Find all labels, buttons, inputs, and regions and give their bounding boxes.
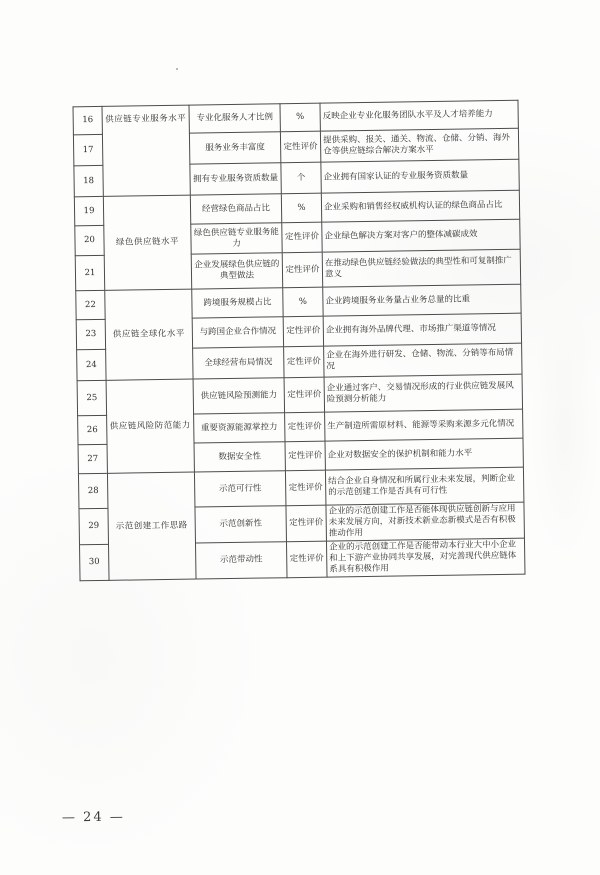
category-cell: 绿色供应链水平 [103, 195, 191, 290]
row-number-cell: 17 [73, 134, 102, 165]
description-cell: 企业在海外进行研发、仓储、物流、分销等布局情况 [324, 343, 522, 377]
indicator-cell: 专业化服务人才比例 [189, 104, 280, 133]
row-number-cell: 29 [79, 508, 109, 544]
indicator-cell: 数据安全性 [194, 442, 285, 472]
unit-cell: 定性评价 [283, 316, 323, 347]
indicator-table [73, 100, 526, 582]
category-cell: 供应链风险防范能力 [106, 379, 194, 473]
unit-cell: 定性评价 [280, 131, 320, 163]
row-number-cell: 16 [73, 106, 102, 134]
indicator-cell: 全球经营布局情况 [193, 347, 284, 379]
unit-cell: 定性评价 [284, 377, 325, 413]
row-number-cell: 22 [76, 290, 105, 319]
row-number-cell: 20 [75, 225, 104, 255]
description-cell: 结合企业自身情况和所属行业未来发展，判断企业的示范创建工作是否具有可行性 [325, 467, 523, 505]
scan-artifact-dot [176, 68, 178, 70]
row-number-cell: 27 [78, 444, 107, 473]
indicator-cell: 供应链风险预测能力 [193, 378, 285, 414]
category-cell: 供应链专业服务水平 [102, 105, 190, 196]
indicator-cell: 拥有专业服务资质数量 [190, 163, 281, 195]
category-cell: 示范创建工作思路 [107, 472, 196, 580]
description-cell: 企业采购和销售经权威机构认证的绿色商品占比 [321, 190, 519, 222]
row-number-cell: 18 [74, 165, 103, 196]
indicator-cell: 企业发展绿色供应链的典型做法 [191, 253, 283, 289]
description-cell: 企业跨境服务业务量占业务总量的比重 [323, 284, 521, 316]
unit-cell: 定性评价 [285, 470, 326, 506]
unit-cell: 定性评价 [284, 346, 324, 378]
row-number-cell: 23 [76, 319, 105, 349]
indicator-cell: 绿色供应链专业服务能力 [191, 223, 282, 254]
indicator-cell: 示范带动性 [195, 542, 287, 579]
description-cell: 企业对数据安全的保护机制和能力水平 [325, 438, 523, 470]
description-cell: 企业绿色解决方案对客户的整体减碳成效 [322, 219, 520, 252]
description-cell: 提供采购、报关、通关、物流、仓储、分销、海外仓等供应链综合解决方案水平 [320, 128, 518, 162]
description-cell: 企业通过客户、交易情况形成的行业供应链发展风险预测分析能力 [324, 374, 522, 412]
indicator-cell: 服务业务丰富度 [189, 132, 280, 164]
indicator-cell: 跨境服务规模占比 [192, 288, 283, 318]
description-cell: 生产制造所需原材料、能源等采购来源多元化情况 [325, 409, 523, 441]
unit-cell: 定性评价 [282, 222, 322, 253]
unit-cell: 定性评价 [286, 541, 327, 578]
indicator-cell: 重要资源能源掌控力 [194, 413, 285, 443]
category-cell: 供应链全球化水平 [105, 289, 193, 380]
description-cell: 企业的示范创建工作是否能带动本行业大中小企业和上下游产业协同共享发展，对完善现代供应链体系具有积极作用 [326, 538, 525, 577]
unit-cell: % [283, 287, 323, 317]
scan-smudge [530, 300, 600, 560]
row-number-cell: 28 [78, 473, 108, 508]
page-number: — 24 — [61, 809, 125, 826]
indicator-cell: 示范创新性 [195, 506, 287, 543]
indicator-cell: 经营绿色商品占比 [190, 194, 281, 224]
unit-cell: 定性评价 [285, 441, 325, 471]
unit-cell: 定性评价 [286, 505, 327, 542]
description-cell: 在推动绿色供应链经验做法的典型性和可复制推广意义 [322, 249, 520, 287]
row-number-cell: 19 [74, 196, 103, 225]
description-cell: 反映企业专业化服务团队水平及人才培养能力 [320, 100, 518, 131]
row-number-cell: 25 [77, 380, 107, 415]
indicator-cell: 与跨国企业合作情况 [192, 317, 283, 348]
unit-cell: 个 [281, 162, 321, 194]
unit-cell: 定性评价 [282, 252, 323, 288]
table-region [73, 100, 525, 582]
row-number-cell: 30 [80, 544, 110, 580]
unit-cell: 定性评价 [285, 412, 325, 442]
row-number-cell: 26 [78, 415, 107, 444]
unit-cell: % [281, 193, 321, 223]
row-number-cell: 24 [77, 349, 106, 380]
description-cell: 企业拥有国家认证的专业服务资质数量 [321, 159, 519, 193]
description-cell: 企业拥有海外品牌代理、市场推广渠道等情况 [323, 313, 521, 346]
unit-cell: % [280, 103, 320, 132]
description-cell: 企业的示范创建工作是否能体现供应链创新与应用未来发展方向，对新技术新业态新模式是否有积极推动作用 [326, 502, 525, 541]
row-number-cell: 21 [75, 255, 105, 290]
indicator-cell: 示范可行性 [194, 471, 286, 507]
